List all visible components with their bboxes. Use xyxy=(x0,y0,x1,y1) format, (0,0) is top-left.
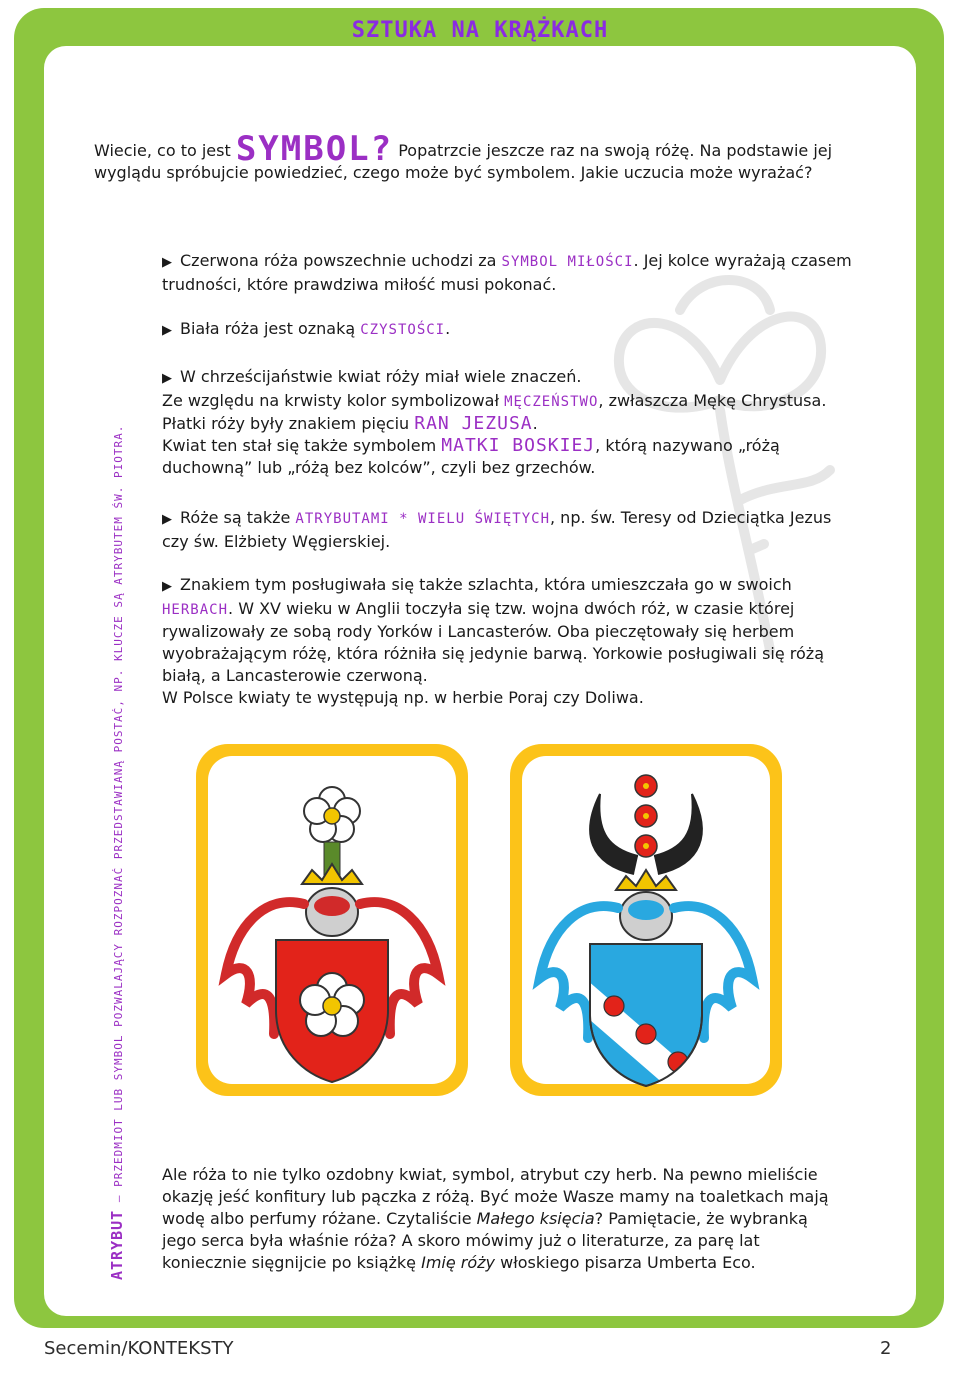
bullet-text: Płatki róży były znakiem pięciu xyxy=(162,414,415,433)
bullet-christianity xyxy=(162,366,852,479)
keyword: HERBACH xyxy=(162,602,229,618)
page-number: 2 xyxy=(880,1338,892,1359)
closing-text: ? Pamiętacie, że wybranką jego serca była właśnie róża? A skoro mówimy już o literaturze, za parę lat koniecznie sięgnijcie po książkę xyxy=(162,1209,808,1272)
triangle-bullet-icon: ▶ xyxy=(162,371,172,386)
bullet-red-rose xyxy=(162,250,852,296)
bullet-text: . xyxy=(532,414,538,433)
triangle-bullet-icon: ▶ xyxy=(162,323,172,338)
keyword: SYMBOL MIŁOŚCI xyxy=(501,254,634,270)
triangle-bullet-icon: ▶ xyxy=(162,512,172,527)
bullet-text: Znakiem tym posługiwała się także szlachta, która umieszczała go w swoich xyxy=(180,575,792,594)
keyword: MATKI BOSKIEJ xyxy=(441,435,596,456)
bullet-text: Róże są także xyxy=(180,508,296,527)
symbol-heading: SYMBOL? xyxy=(235,129,394,169)
bullet-heraldry xyxy=(162,574,852,709)
keyword: ATRYBUTAMI * WIELU ŚWIĘTYCH xyxy=(295,511,550,527)
definition-text: – PRZEDMIOT LUB SYMBOL POZWALAJĄCY ROZPOZNAĆ PRZEDSTAWIANĄ POSTAĆ, NP. KLUCZE SĄ ATRYBUTEM ŚW. PIOTRA. xyxy=(112,424,125,1210)
bullet-text: . Jej kolce wyrażają czasem trudności, które prawdziwa miłość musi pokonać. xyxy=(162,251,852,294)
bullet-white-rose xyxy=(162,318,852,342)
footer-source: Secemin/KONTEKSTY xyxy=(44,1338,234,1359)
bullet-saints xyxy=(162,507,852,553)
coat-of-arms-doliwa xyxy=(510,744,782,1096)
doliwa-coat-icon xyxy=(510,744,782,1096)
bullet-text: W chrześcijaństwie kwiat róży miał wiele znaczeń. xyxy=(180,367,582,386)
intro-text-2: Popatrzcie jeszcze raz na swoją różę. Na podstawie jej wyglądu spróbujcie powiedzieć, czego może być symbolem. Jakie uczucia może wyrażać? xyxy=(94,141,833,182)
attribute-definition xyxy=(108,425,126,1280)
closing-paragraph xyxy=(162,1164,842,1274)
book-title: Imię róży xyxy=(421,1253,496,1272)
intro-paragraph xyxy=(94,129,854,184)
keyword: MĘCZEŃSTWO xyxy=(504,394,599,410)
bullet-text: . W XV wieku w Anglii toczyła się tzw. wojna dwóch róż, w czasie której rywalizowały ze sobą rody Yorków i Lancasterów. Oba pieczętowały się herbem wyobrażającym różę, która różniła się jedynie barwą. Yorkowie posługiwali się różą białą, a Lancasterowie czerwoną. xyxy=(162,599,825,685)
triangle-bullet-icon: ▶ xyxy=(162,255,172,270)
coat-of-arms-poraj xyxy=(196,744,468,1096)
closing-text: Ale róża to nie tylko ozdobny kwiat, symbol, atrybut czy herb. Na pewno mieliście okazję jeść konfitury lub pączka z różą. Być może Wasze mamy na toaletkach mają wodę albo perfumy różane. Czytaliście xyxy=(162,1165,829,1228)
bullet-text: Biała róża jest oznaką xyxy=(180,319,361,338)
keyword: RAN JEZUSA xyxy=(414,413,533,434)
bullet-text: , którą nazywano „różą duchowną” lub „różą bez kolców”, czyli bez grzechów. xyxy=(162,436,780,477)
keyword: CZYSTOŚCI xyxy=(360,322,446,338)
page-title: SZTUKA NA KRĄŻKACH xyxy=(351,18,609,43)
bullet-text: Czerwona róża powszechnie uchodzi za xyxy=(180,251,502,270)
bullet-text: . xyxy=(445,319,451,338)
bullet-text: , np. św. Teresy od Dzieciątka Jezus czy św. Elżbiety Węgierskiej. xyxy=(162,508,832,551)
bullet-text: Ze względu na krwisty kolor symbolizował xyxy=(162,391,505,410)
intro-text: Wiecie, co to jest xyxy=(94,141,236,160)
poraj-coat-icon xyxy=(196,744,468,1096)
bullet-text: W Polsce kwiaty te występują np. w herbie Poraj czy Doliwa. xyxy=(162,688,644,707)
definition-term: ATRYBUT xyxy=(108,1209,126,1280)
triangle-bullet-icon: ▶ xyxy=(162,579,172,594)
book-title: Małego księcia xyxy=(476,1209,595,1228)
closing-text: włoskiego pisarza Umberta Eco. xyxy=(495,1253,756,1272)
bullet-text: Kwiat ten stał się także symbolem xyxy=(162,436,442,455)
bullet-text: , zwłaszcza Mękę Chrystusa. xyxy=(598,391,827,410)
